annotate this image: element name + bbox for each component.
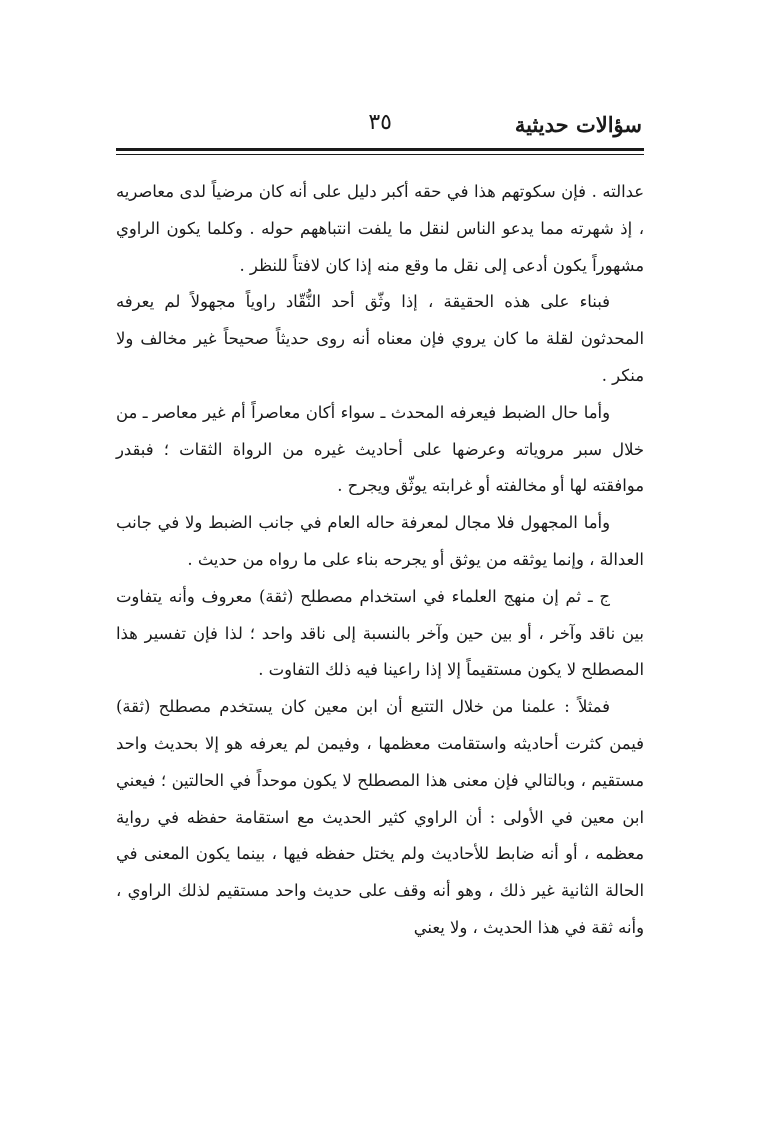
paragraph: فمثلاً : علمنا من خلال التتبع أن ابن معين كان يستخدم مصطلح (ثقة) فيمن كثرت أحاديثه واستقامت معظمها ، وفيمن لم يعرفه هو إلا بحديث واحد مستقيم ، وبالتالي فإن معنى هذا المصطلح لا يكون موحداً في الحالتين ؛ فيعني ابن معين في الأولى : أن الراوي كثير الحديث مع استقامة حفظه في رواية معظمه ، أو أنه ضابط للأحاديث ولم يختل حفظه فيها ، بينما يكون المعنى في الحالة الثانية غير ذلك ، وهو أنه وقف على حديث واحد مستقيم لذلك الراوي ، وأنه ثقة في هذا الحديث ، ولا يعني bbox=[116, 697, 644, 937]
paragraph: وأما المجهول فلا مجال لمعرفة حاله العام في جانب الضبط ولا في جانب العدالة ، وإنما يوثقه من يوثق أو يجرحه بناء على ما رواه من حديث . bbox=[116, 513, 644, 569]
paragraph: وأما حال الضبط فيعرفه المحدث ـ سواء أكان معاصراً أم غير معاصر ـ من خلال سبر مروياته وعرضها على أحاديث غيره من الرواة الثقات ؛ فبقدر موافقته لها أو مخالفته أو غرابته يوثّق ويجرح . bbox=[116, 402, 644, 496]
page-number: ٣٥ bbox=[368, 110, 392, 135]
page-header bbox=[112, 108, 642, 148]
paragraph: فبناء على هذه الحقيقة ، إذا وثّق أحد النُّقّاد راوياً مجهولاً لم يعرفه المحدثون لقلة ما كان يروي فإن معناه أنه روى حديثاً صحيحاً غير مخالف ولا منكر . bbox=[116, 292, 644, 385]
paragraph: عدالته . فإن سكوتهم هذا في حقه أكبر دليل على أنه كان مرضياً لدى معاصريه ، إذ شهرته مما يدعو الناس لنقل ما يلفت انتباههم حوله . وكلما يكون الراوي مشهوراً يكون أدعى إلى نقل ما وقع منه إذا كان لافتاً للنظر . bbox=[116, 182, 644, 275]
header-rule-thin bbox=[116, 154, 644, 155]
body-text bbox=[116, 174, 644, 947]
running-title: سؤالات حديثية bbox=[514, 112, 642, 137]
header-rule-thick bbox=[116, 148, 644, 151]
paragraph: ج ـ ثم إن منهج العلماء في استخدام مصطلح (ثقة) معروف وأنه يتفاوت بين ناقد وآخر ، أو بين حين وآخر بالنسبة إلى ناقد واحد ؛ لذا فإن تفسير هذا المصطلح لا يكون مستقيماً إلا إذا راعينا فيه ذلك التفاوت . bbox=[116, 586, 644, 680]
